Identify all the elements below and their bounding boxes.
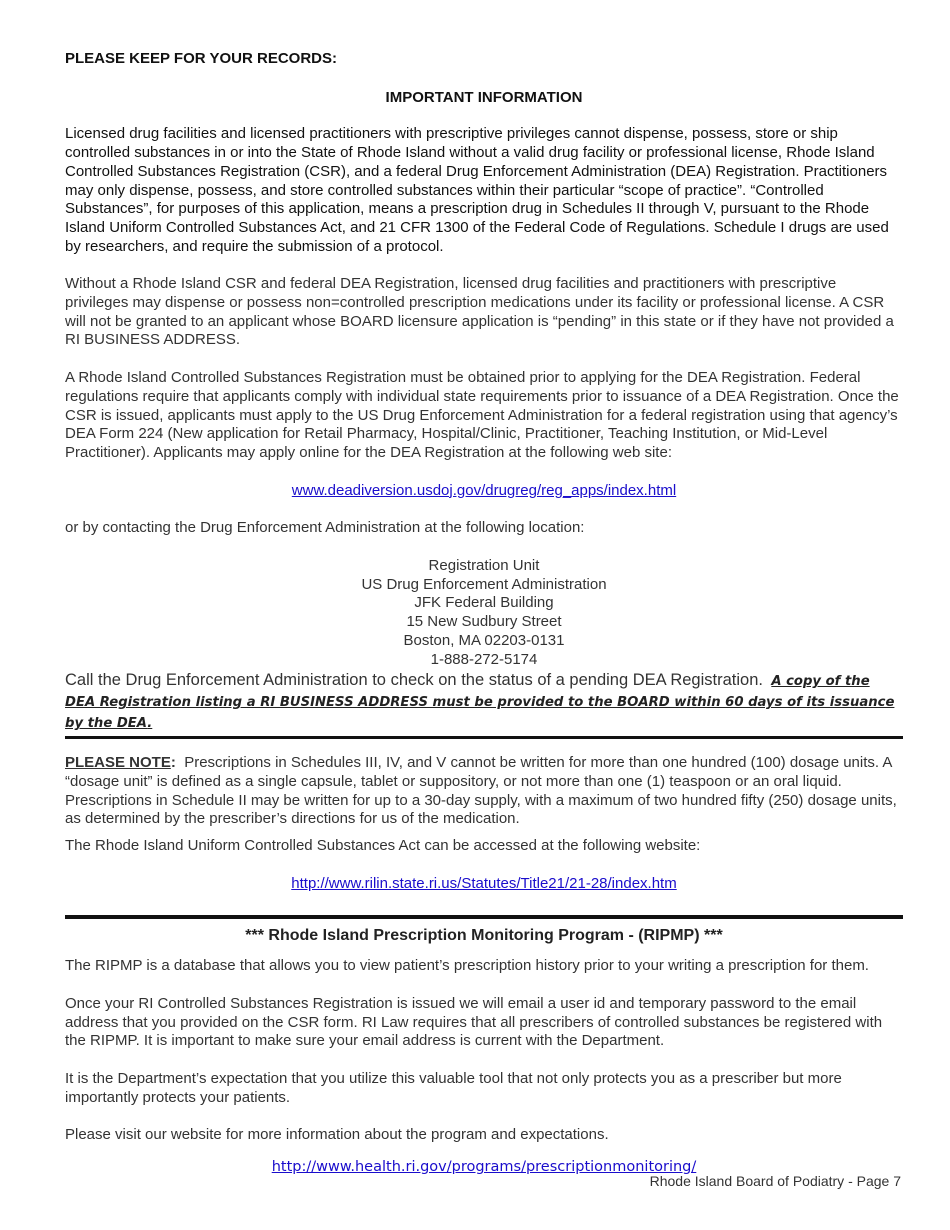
ri-statutes-link[interactable]: http://www.rilin.state.ri.us/Statutes/Title21/21-28/index.htm: [291, 874, 677, 892]
act-link-line: [65, 875, 903, 894]
dea-website-link[interactable]: www.deadiversion.usdoj.gov/drugreg/reg_apps/index.html: [291, 481, 677, 499]
dea-copy-requirement: A copy of the DEA Registration listing a RI BUSINESS ADDRESS must be provided to the BOARD within 60 days of its issuance by the DEA: [65, 674, 895, 732]
important-information-title: IMPORTANT INFORMATION: [385, 88, 583, 106]
ripmp-paragraph-email: Once your RI Controlled Substances Registration is issued we will email a user id and temporary password to the email address that you provided on the CSR form. RI Law requires that all prescribers of controlled substances be registered with the RIPMP. It is important to make sure your email address is current with the Department.: [65, 994, 883, 1050]
dea-address-block: [65, 557, 903, 669]
ripmp-website-link[interactable]: http://www.health.ri.gov/programs/prescriptionmonitoring/: [271, 1159, 697, 1176]
please-note-label: PLEASE NOTE: [65, 754, 171, 772]
document-page: [65, 50, 903, 1175]
paragraph-dea-registration: A Rhode Island Controlled Substances Registration must be obtained prior to applying for the DEA Registration. Federal regulations require that applicants comply with individual state requirements prior to issuance of a DEA Registration. Once the CSR is issued, applicants must apply to the US Drug Enforcement Administration for a federal registration using that agency’s DEA Form 224 (New application for Retail Pharmacy, Hospital/Clinic, Practitioner, Teaching Institution, or Mid-Level Practitioner). Applicants may apply online for the DEA Registration at the following web site:: [65, 369, 899, 461]
address-line: Registration Unit: [428, 557, 540, 575]
act-intro: The Rhode Island Uniform Controlled Substances Act can be accessed at the following website:: [65, 837, 701, 855]
ripmp-title: *** Rhode Island Prescription Monitoring Program - (RIPMP) ***: [245, 926, 723, 944]
address-line: US Drug Enforcement Administration: [361, 575, 607, 593]
keep-records-heading: PLEASE KEEP FOR YOUR RECORDS:: [65, 50, 337, 67]
paragraph-without-csr: Without a Rhode Island CSR and federal DEA Registration, licensed drug facilities and practitioners with prescriptive privileges may dispense or possess non=controlled prescription medications under its facility or professional license. A CSR will not be granted to an applicant whose BOARD licensure application is “pending” in this state or if they have not provided a RI BUSINESS ADDRESS.: [65, 275, 894, 349]
contact-intro: or by contacting the Drug Enforcement Administration at the following location:: [65, 519, 585, 537]
dea-link-line: [65, 482, 903, 501]
call-dea-paragraph: Call the Drug Enforcement Administration to check on the status of a pending DEA Registration. A copy of the DEA Registration listing a RI BUSINESS ADDRESS must be provided to the BOARD within 60 days of its issuance by the DEA.: [65, 671, 895, 732]
call-dea-text: Call the Drug Enforcement Administration to check on the status of a pending DEA Registration.: [65, 671, 763, 690]
ripmp-paragraph-database: The RIPMP is a database that allows you to view patient’s prescription history prior to your writing a prescription for them.: [65, 957, 869, 975]
section-divider: [65, 736, 903, 739]
address-line: 15 New Sudbury Street: [406, 613, 562, 631]
ripmp-paragraph-expectation: It is the Department’s expectation that you utilize this valuable tool that not only protects you as a prescriber but more importantly protects your patients.: [65, 1070, 842, 1106]
paragraph-licensing: Licensed drug facilities and licensed practitioners with prescriptive privileges cannot dispense, possess, store or ship controlled substances in or into the State of Rhode Island without a valid drug facility or professional license, Rhode Island Controlled Substances Registration (CSR), and a federal Drug Enforcement Administration (DEA) Registration. Practitioners may only dispense, possess, and store controlled substances within their particular “scope of practice”. “Controlled Substances”, for purposes of this application, means a prescription drug in Schedules II through V, pursuant to the Rhode Island Uniform Controlled Substances Act, and 21 CFR 1300 of the Federal Code of Regulations. Schedule I drugs are used by researchers, and require the submission of a protocol.: [65, 125, 889, 255]
ripmp-paragraph-visit: Please visit our website for more information about the program and expectations.: [65, 1126, 609, 1144]
page-footer: Rhode Island Board of Podiatry - Page 7: [649, 1173, 901, 1189]
address-line: Boston, MA 02203-0131: [403, 631, 565, 649]
please-note-paragraph: PLEASE NOTE: Prescriptions in Schedules III, IV, and V cannot be written for more than one hundred (100) dosage units. A “dosage unit” is defined as a single capsule, tablet or suppository, or not more than one (1) teaspoon or an oral liquid. Prescriptions in Schedule II may be written for up to a 30-day supply, with a maximum of two hundred fifty (250) dosage units, as determined by the prescriber’s directions for us of the medication.: [65, 754, 897, 828]
address-line: JFK Federal Building: [414, 594, 554, 612]
address-phone: 1-888-272-5174: [430, 650, 538, 668]
please-note-text: Prescriptions in Schedules III, IV, and V cannot be written for more than one hundred (100) dosage units. A “dosage unit” is defined as a single capsule, tablet or suppository, or not more than one (1) teaspoon or an oral liquid. Prescriptions in Schedule II may be written for up to a 30-day supply, with a maximum of two hundred fifty (250) dosage units, as determined by the prescriber’s directions for us of the medication.: [65, 754, 897, 828]
section-divider: [65, 915, 903, 919]
